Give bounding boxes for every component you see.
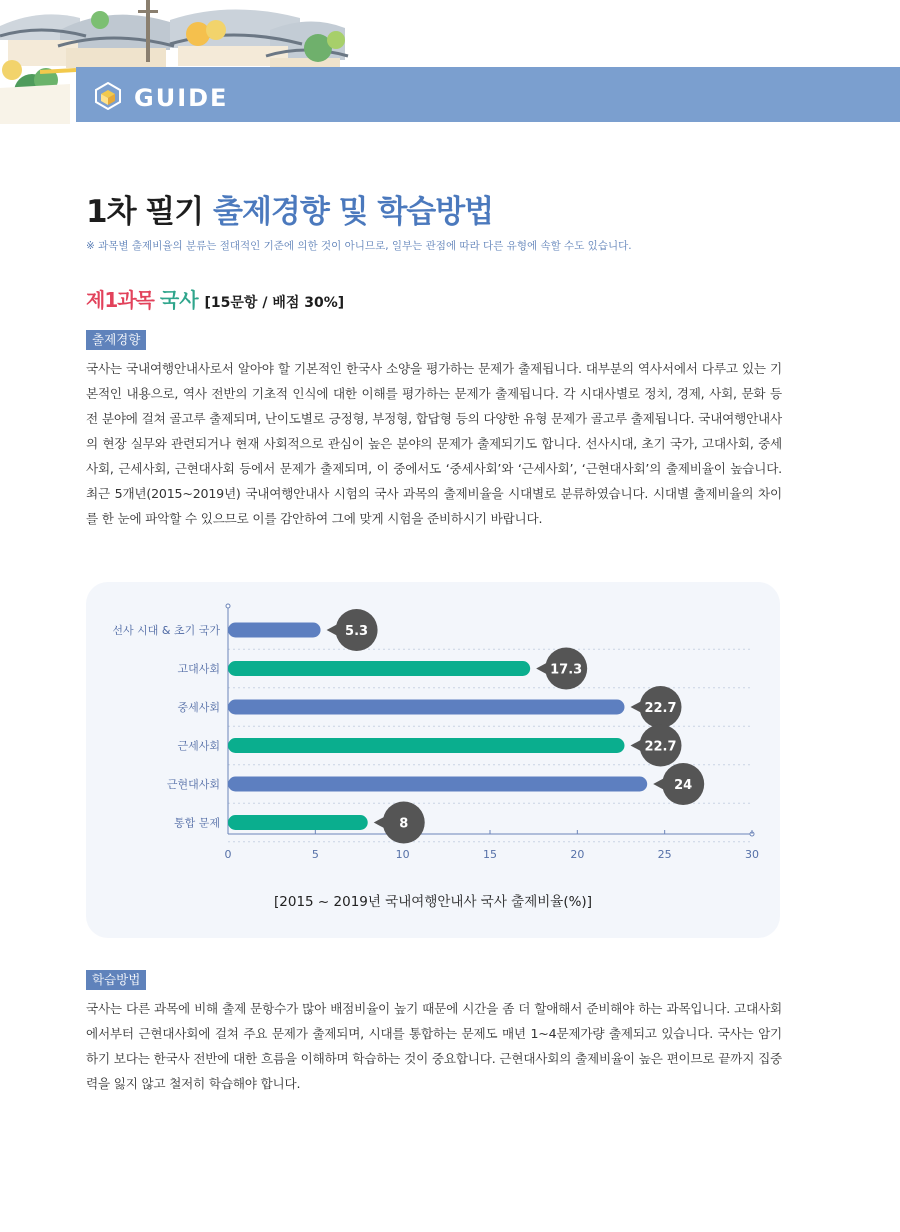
chart-card (86, 582, 780, 938)
x-tick-label: 20 (570, 848, 585, 861)
x-tick-label: 5 (311, 848, 319, 861)
page-title-accent: 출제경향 및 학습방법 (213, 194, 494, 230)
category-label: 근세사회 (177, 739, 220, 753)
trend-section-tag: 출제경향 (86, 330, 146, 350)
x-tick-label: 25 (657, 848, 672, 861)
category-label: 근현대사회 (166, 778, 220, 791)
value-label: 5.3 (345, 624, 369, 639)
x-tick-label: 0 (224, 848, 232, 861)
study-paragraph: 국사는 다른 과목에 비해 출제 문항수가 많아 배점비율이 높기 때문에 시간을 좀 더 할애해서 준비해야 하는 과목입니다. 고대사회에서부터 근현대사회에 걸쳐 주요 문제가 출제되며, 시대를 통합하는 문제도 매년 1~4문제가량 출제되고 있습니다. 국사는 암기하기 보다는 한국사 전반에 대한 흐름을 이해하며 학습하는 것이 중요합니다. 근현대사회의 출제비율이 높은 편이므로 끝까지 집중력을 잃지 않고 철저히 학습해야 합니다. (86, 1001, 782, 1091)
y-axis-end (226, 604, 230, 608)
category-label: 통합 문제 (173, 816, 220, 830)
bar (228, 777, 647, 792)
category-label: 중세사회 (177, 701, 220, 714)
cube-icon (94, 82, 122, 110)
bar (228, 815, 368, 830)
page-title-prefix: 1차 필기 (86, 194, 204, 230)
classification-note: ※ 과목별 출제비율의 분류는 절대적인 기준에 의한 것이 아니므로, 일부는 관점에 따라 다른 유형에 속할 수도 있습니다. (86, 240, 632, 252)
x-tick-label: 10 (395, 848, 410, 861)
category-label: 고대사회 (177, 662, 220, 676)
value-label: 22.7 (644, 739, 677, 755)
subject-number: 제1과목 (86, 288, 154, 312)
value-label: 8 (399, 816, 409, 832)
trend-paragraph: 국사는 국내여행안내사로서 알아야 할 기본적인 한국사 소양을 평가하는 문제가 출제됩니다. 대부분의 역사서에서 다루고 있는 기본적인 내용으로, 역사 전반의 기초적 인식에 대한 이해를 평가하는 문제가 출제됩니다. 각 시대사별로 정치, 경제, 사회, 문화 등 전 분야에 걸쳐 골고루 출제되며, 난이도별로 긍정형, 부정형, 합답형 등의 다양한 유형 문제가 골고루 출제됩니다. 국내여행안내사의 현장 실무와 관련되거나 현재 사회적으로 관심이 높은 분야의 문제가 출제되기도 합니다. 선사시대, 초기 국가, 고대사회, 중세사회, 근세사회, 근현대사회 등에서 문제가 출제되며, 이 중에서도 ‘중세사회’와 ‘근세사회’, ‘근현대사회’의 출제비율이 높습니다. 최근 5개년(2015~2019년) 국내여행안내사 시험의 국사 과목의 출제비율을 시대별로 분류하였습니다. 시대별 출제비율의 차이를 한 눈에 파악할 수 있으므로 이를 감안하여 그에 맞게 시험을 준비하시기 바랍니다. (86, 361, 782, 526)
bar (228, 700, 624, 715)
page-title (86, 186, 493, 231)
value-label: 17.3 (550, 662, 583, 678)
chart-caption: [2015 ~ 2019년 국내여행안내사 국사 출제비율(%)] (274, 894, 592, 910)
bar-chart (86, 582, 780, 882)
bar (228, 623, 321, 638)
x-tick-label: 30 (745, 848, 759, 861)
study-section-tag: 학습방법 (86, 970, 146, 990)
category-label: 선사 시대 & 초기 국가 (112, 624, 220, 637)
value-label: 24 (674, 778, 693, 793)
bar (228, 738, 624, 753)
subject-name: 국사 (159, 288, 199, 312)
guide-label: GUIDE (134, 84, 229, 112)
bar (228, 661, 530, 676)
subject-heading (86, 284, 344, 313)
value-label: 22.7 (644, 701, 677, 716)
header-banner (0, 0, 900, 124)
subject-info: [15문항 / 배점 30%] (204, 295, 345, 311)
x-tick-label: 15 (483, 848, 497, 861)
